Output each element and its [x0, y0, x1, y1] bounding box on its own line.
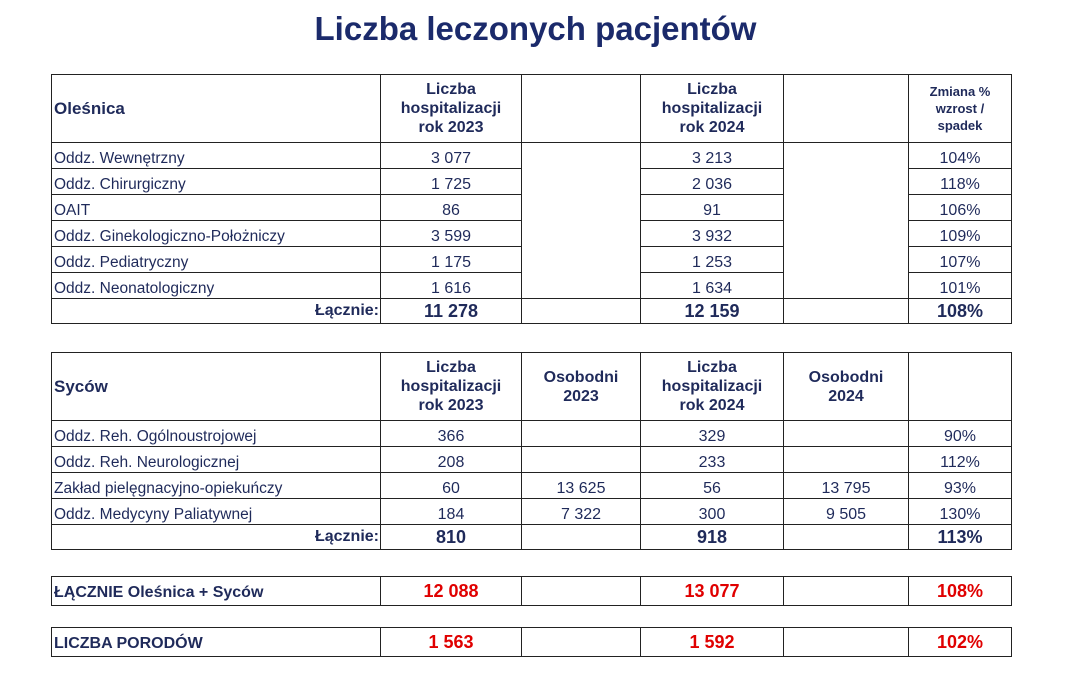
value-change: 130%	[909, 499, 1012, 525]
row-label: Oddz. Chirurgiczny	[52, 169, 381, 195]
row-label: Oddz. Reh. Ogólnoustrojowej	[52, 421, 381, 447]
total-2024: 12 159	[641, 299, 784, 324]
row-label: Oddz. Medycyny Paliatywnej	[52, 499, 381, 525]
spacer-cell	[522, 299, 641, 324]
olesnica-header: Oleśnica	[52, 75, 381, 143]
header-hospitalizations-2024: Liczba hospitalizacji rok 2024	[641, 75, 784, 143]
header-hospitalizations-2024: Liczba hospitalizacji rok 2024	[641, 353, 784, 421]
sycow-table	[51, 352, 1012, 550]
value-change: 109%	[909, 221, 1012, 247]
person-days-2024	[784, 421, 909, 447]
person-days-2024: 13 795	[784, 473, 909, 499]
person-days-2023	[522, 421, 641, 447]
value-2023: 1 616	[381, 273, 522, 299]
table-row	[52, 499, 1012, 525]
value-change: 106%	[909, 195, 1012, 221]
value-2023: 1 725	[381, 169, 522, 195]
value-2024: 3 213	[641, 143, 784, 169]
births-change: 102%	[909, 628, 1012, 657]
table-row	[52, 421, 1012, 447]
total-row	[52, 525, 1012, 550]
spacer-cell	[522, 628, 641, 657]
value-2023: 3 077	[381, 143, 522, 169]
row-label: Oddz. Pediatryczny	[52, 247, 381, 273]
page-title: Liczba leczonych pacjentów	[314, 10, 757, 47]
value-2024: 329	[641, 421, 784, 447]
combined-row	[52, 577, 1012, 606]
spacer-cell	[784, 299, 909, 324]
spacer-cell	[784, 525, 909, 550]
spacer-cell	[784, 577, 909, 606]
header-hospitalizations-2023: Liczba hospitalizacji rok 2023	[381, 75, 522, 143]
combined-label: ŁĄCZNIE Oleśnica + Syców	[52, 577, 381, 606]
empty-header-cell	[909, 353, 1012, 421]
births-2023: 1 563	[381, 628, 522, 657]
combined-change: 108%	[909, 577, 1012, 606]
person-days-2023: 7 322	[522, 499, 641, 525]
row-label: Oddz. Ginekologiczno-Położniczy	[52, 221, 381, 247]
value-change: 90%	[909, 421, 1012, 447]
row-label: Zakład pielęgnacyjno-opiekuńczy	[52, 473, 381, 499]
empty-header-cell	[784, 75, 909, 143]
person-days-2024: 9 505	[784, 499, 909, 525]
value-2024: 1 634	[641, 273, 784, 299]
value-change: 107%	[909, 247, 1012, 273]
births-row	[52, 628, 1012, 657]
total-row	[52, 299, 1012, 324]
value-2024: 233	[641, 447, 784, 473]
table-row	[52, 143, 1012, 169]
row-label: Oddz. Neonatologiczny	[52, 273, 381, 299]
combined-table	[51, 576, 1012, 606]
total-2023: 11 278	[381, 299, 522, 324]
value-2024: 91	[641, 195, 784, 221]
header-change: Zmiana % wzrost / spadek	[909, 75, 1012, 143]
value-2023: 208	[381, 447, 522, 473]
value-2023: 60	[381, 473, 522, 499]
value-2024: 1 253	[641, 247, 784, 273]
total-change: 113%	[909, 525, 1012, 550]
spacer-cell	[522, 143, 641, 299]
value-2024: 56	[641, 473, 784, 499]
olesnica-table	[51, 74, 1012, 324]
header-person-days-2024: Osobodni 2024	[784, 353, 909, 421]
total-label: Łącznie:	[52, 525, 381, 550]
header-person-days-2023: Osobodni 2023	[522, 353, 641, 421]
value-change: 112%	[909, 447, 1012, 473]
row-label: Oddz. Wewnętrzny	[52, 143, 381, 169]
row-label: Oddz. Reh. Neurologicznej	[52, 447, 381, 473]
value-2024: 3 932	[641, 221, 784, 247]
value-change: 93%	[909, 473, 1012, 499]
births-2024: 1 592	[641, 628, 784, 657]
table-row	[52, 447, 1012, 473]
total-change: 108%	[909, 299, 1012, 324]
combined-2023: 12 088	[381, 577, 522, 606]
value-change: 104%	[909, 143, 1012, 169]
value-change: 101%	[909, 273, 1012, 299]
table-row	[52, 473, 1012, 499]
spacer-cell	[784, 628, 909, 657]
births-label: LICZBA PORODÓW	[52, 628, 381, 657]
sycow-header: Syców	[52, 353, 381, 421]
total-label: Łącznie:	[52, 299, 381, 324]
value-2024: 300	[641, 499, 784, 525]
person-days-2023	[522, 447, 641, 473]
births-table	[51, 627, 1012, 657]
value-2023: 1 175	[381, 247, 522, 273]
spacer-cell	[522, 525, 641, 550]
spacer-cell	[522, 577, 641, 606]
row-label: OAIT	[52, 195, 381, 221]
value-change: 118%	[909, 169, 1012, 195]
value-2024: 2 036	[641, 169, 784, 195]
value-2023: 3 599	[381, 221, 522, 247]
combined-2024: 13 077	[641, 577, 784, 606]
total-2023: 810	[381, 525, 522, 550]
header-hospitalizations-2023: Liczba hospitalizacji rok 2023	[381, 353, 522, 421]
person-days-2024	[784, 447, 909, 473]
spacer-cell	[784, 143, 909, 299]
value-2023: 366	[381, 421, 522, 447]
value-2023: 86	[381, 195, 522, 221]
person-days-2023: 13 625	[522, 473, 641, 499]
value-2023: 184	[381, 499, 522, 525]
total-2024: 918	[641, 525, 784, 550]
empty-header-cell	[522, 75, 641, 143]
